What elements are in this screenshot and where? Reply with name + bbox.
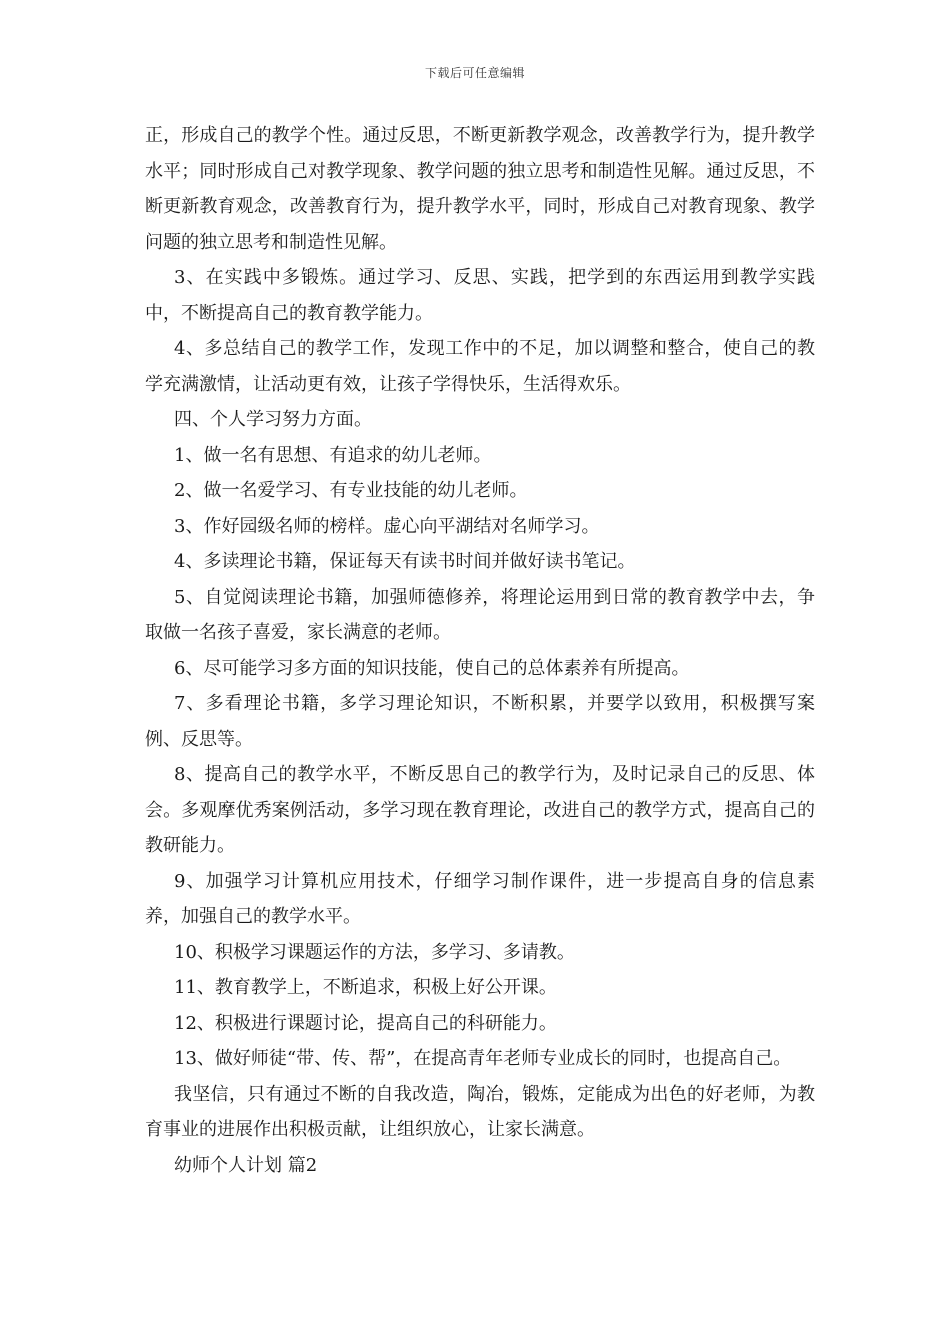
closing-paragraph: 我坚信，只有通过不断的自我改造，陶冶，锻炼，定能成为出色的好老师，为教育事业的进展作出积极贡献，让组织放心，让家长满意。 <box>145 1083 815 1140</box>
list-item: 1、做一名有思想、有追求的幼儿老师。 <box>174 444 492 466</box>
list-item: 8、提高自己的教学水平，不断反思自己的教学行为，及时记录自己的反思、体会。多观摩优秀案例活动，多学习现在教育理论，改进自己的教学方式，提高自己的教研能力。 <box>145 764 815 856</box>
list-item: 10、积极学习课题运作的方法，多学习、多请教。 <box>174 941 575 963</box>
list-item: 12、积极进行课题讨论，提高自己的科研能力。 <box>174 1012 557 1034</box>
list-item: 4、多读理论书籍，保证每天有读书时间并做好读书笔记。 <box>174 551 636 572</box>
paragraph: 3、在实践中多锻炼。通过学习、反思、实践，把学到的东西运用到教学实践中，不断提高自己的教育教学能力。 <box>145 267 815 324</box>
section-title: 幼师个人计划 篇2 <box>174 1154 318 1176</box>
paragraph: 4、多总结自己的教学工作，发现工作中的不足，加以调整和整合，使自己的教学充满激情，让活动更有效，让孩子学得快乐，生活得欢乐。 <box>145 338 815 395</box>
section-heading: 四、个人学习努力方面。 <box>174 409 372 430</box>
document-body <box>145 118 815 1183</box>
list-item: 9、加强学习计算机应用技术，仔细学习制作课件，进一步提高自身的信息素养，加强自己的教学水平。 <box>145 870 815 927</box>
list-item: 11、教育教学上，不断追求，积极上好公开课。 <box>174 977 557 998</box>
list-item: 13、做好师徒“带、传、帮”，在提高青年老师专业成长的同时，也提高自己。 <box>174 1048 792 1069</box>
page-header: 下载后可任意编辑 <box>424 66 525 80</box>
paragraph: 正，形成自己的教学个性。通过反思，不断更新教学观念，改善教学行为，提升教学水平；同时形成自己对教学现象、教学问题的独立思考和制造性见解。通过反思，不断更新教育观念，改善教育行为，提升教学水平，同时，形成自己对教育现象、教学问题的独立思考和制造性见解。 <box>145 125 815 253</box>
list-item: 3、作好园级名师的榜样。虚心向平湖结对名师学习。 <box>174 515 600 537</box>
list-item: 7、多看理论书籍，多学习理论知识，不断积累，并要学以致用，积极撰写案例、反思等。 <box>145 693 815 750</box>
list-item: 5、自觉阅读理论书籍，加强师德修养，将理论运用到日常的教育教学中去，争取做一名孩子喜爱，家长满意的老师。 <box>145 586 815 643</box>
list-item: 6、尽可能学习多方面的知识技能，使自己的总体素养有所提高。 <box>174 657 690 679</box>
list-item: 2、做一名爱学习、有专业技能的幼儿老师。 <box>174 480 528 501</box>
